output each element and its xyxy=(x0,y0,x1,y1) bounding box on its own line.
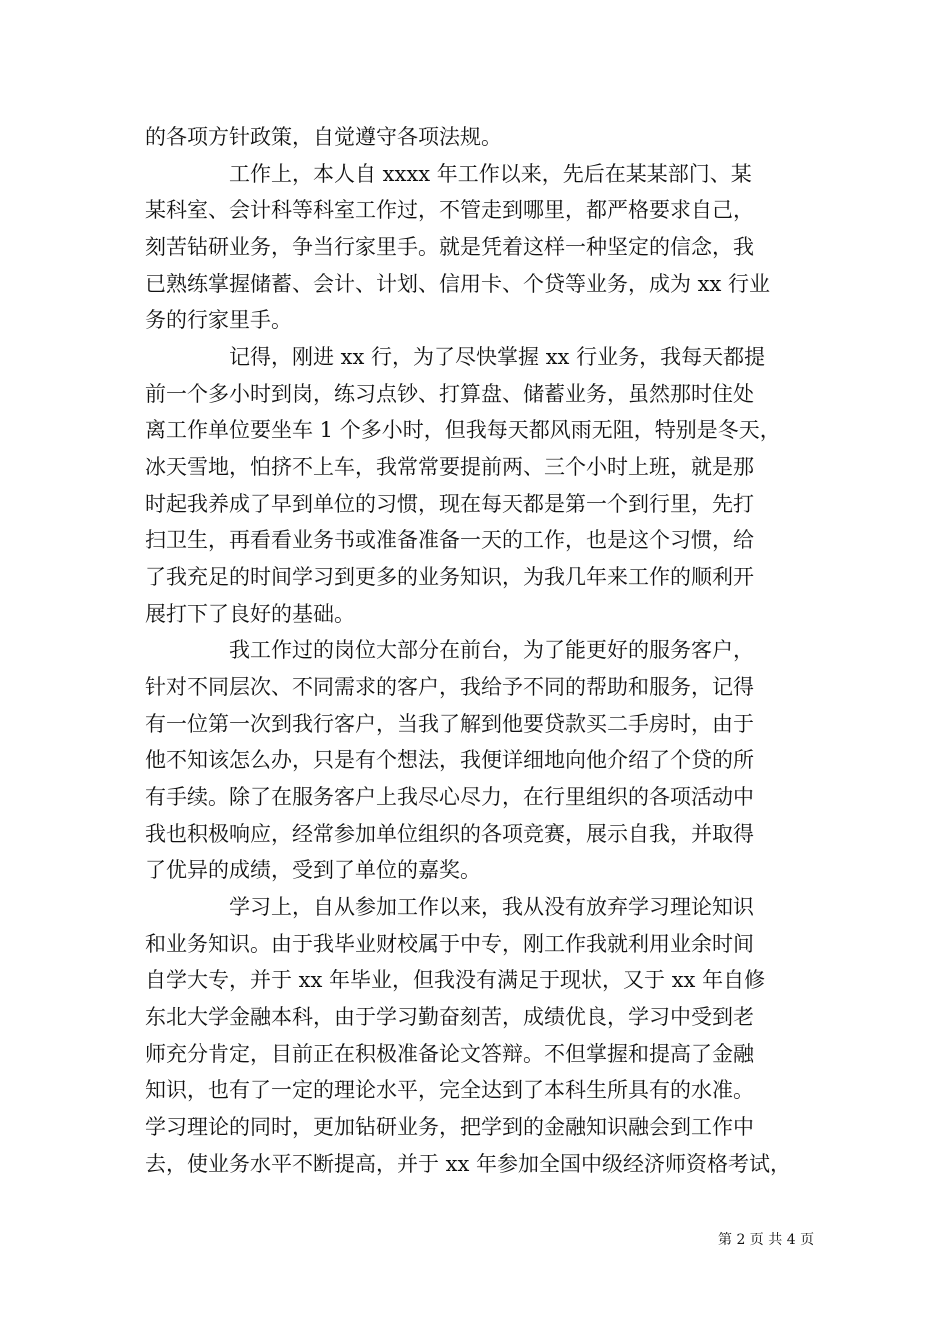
text-line: 师充分肯定，目前正在积极准备论文答辩。不但掌握和提高了金融 xyxy=(145,1042,754,1066)
text-line: 有手续。除了在服务客户上我尽心尽力，在行里组织的各项活动中 xyxy=(145,785,754,809)
text-line: 刻苦钻研业务，争当行家里手。就是凭着这样一种坚定的信念，我 xyxy=(145,235,754,259)
text-line: 自学大专，并于 xx 年毕业，但我没有满足于现状，又于 xx 年自修 xyxy=(145,968,766,992)
text-line: 我工作过的岗位大部分在前台，为了能更好的服务客户， xyxy=(145,638,754,662)
text-line: 务的行家里手。 xyxy=(145,308,292,332)
text-line: 了我充足的时间学习到更多的业务知识，为我几年来工作的顺利开 xyxy=(145,565,754,589)
text-line: 的各项方针政策，自觉遵守各项法规。 xyxy=(145,125,502,149)
text-line: 和业务知识。由于我毕业财校属于中专，刚工作我就利用业余时间 xyxy=(145,932,754,956)
text-line: 去，使业务水平不断提高，并于 xx 年参加全国中级经济师资格考试， xyxy=(145,1152,792,1176)
text-line: 离工作单位要坐车 1 个多小时，但我每天都风雨无阻，特别是冬天， xyxy=(145,418,781,442)
text-line: 学习理论的同时，更加钻研业务，把学到的金融知识融会到工作中 xyxy=(145,1115,754,1139)
text-line: 冰天雪地，怕挤不上车，我常常要提前两、三个小时上班，就是那 xyxy=(145,455,754,479)
text-line: 某科室、会计科等科室工作过，不管走到哪里，都严格要求自己， xyxy=(145,198,754,222)
text-line: 记得，刚进 xx 行，为了尽快掌握 xx 行业务，我每天都提 xyxy=(145,345,766,369)
text-line: 展打下了良好的基础。 xyxy=(145,602,355,626)
page-number-footer: 第 2 页 共 4 页 xyxy=(718,1232,815,1248)
text-line: 针对不同层次、不同需求的客户，我给予不同的帮助和服务，记得 xyxy=(145,675,754,699)
text-line: 有一位第一次到我行客户，当我了解到他要贷款买二手房时，由于 xyxy=(145,712,754,736)
text-line: 已熟练掌握储蓄、会计、计划、信用卡、个贷等业务，成为 xx 行业 xyxy=(145,272,771,296)
text-line: 他不知该怎么办，只是有个想法，我便详细地向他介绍了个贷的所 xyxy=(145,748,754,772)
text-line: 工作上，本人自 xxxx 年工作以来，先后在某某部门、某 xyxy=(145,162,752,186)
text-line: 我也积极响应，经常参加单位组织的各项竞赛，展示自我，并取得 xyxy=(145,822,754,846)
text-line: 知识，也有了一定的理论水平，完全达到了本科生所具有的水准。 xyxy=(145,1078,754,1102)
text-line: 扫卫生，再看看业务书或准备准备一天的工作，也是这个习惯，给 xyxy=(145,528,754,552)
text-line: 了优异的成绩，受到了单位的嘉奖。 xyxy=(145,858,481,882)
text-line: 前一个多小时到岗，练习点钞、打算盘、储蓄业务，虽然那时住处 xyxy=(145,382,754,406)
text-line: 学习上，自从参加工作以来，我从没有放弃学习理论知识 xyxy=(145,895,754,919)
text-line: 时起我养成了早到单位的习惯，现在每天都是第一个到行里，先打 xyxy=(145,492,754,516)
text-line: 东北大学金融本科，由于学习勤奋刻苦，成绩优良，学习中受到老 xyxy=(145,1005,754,1029)
